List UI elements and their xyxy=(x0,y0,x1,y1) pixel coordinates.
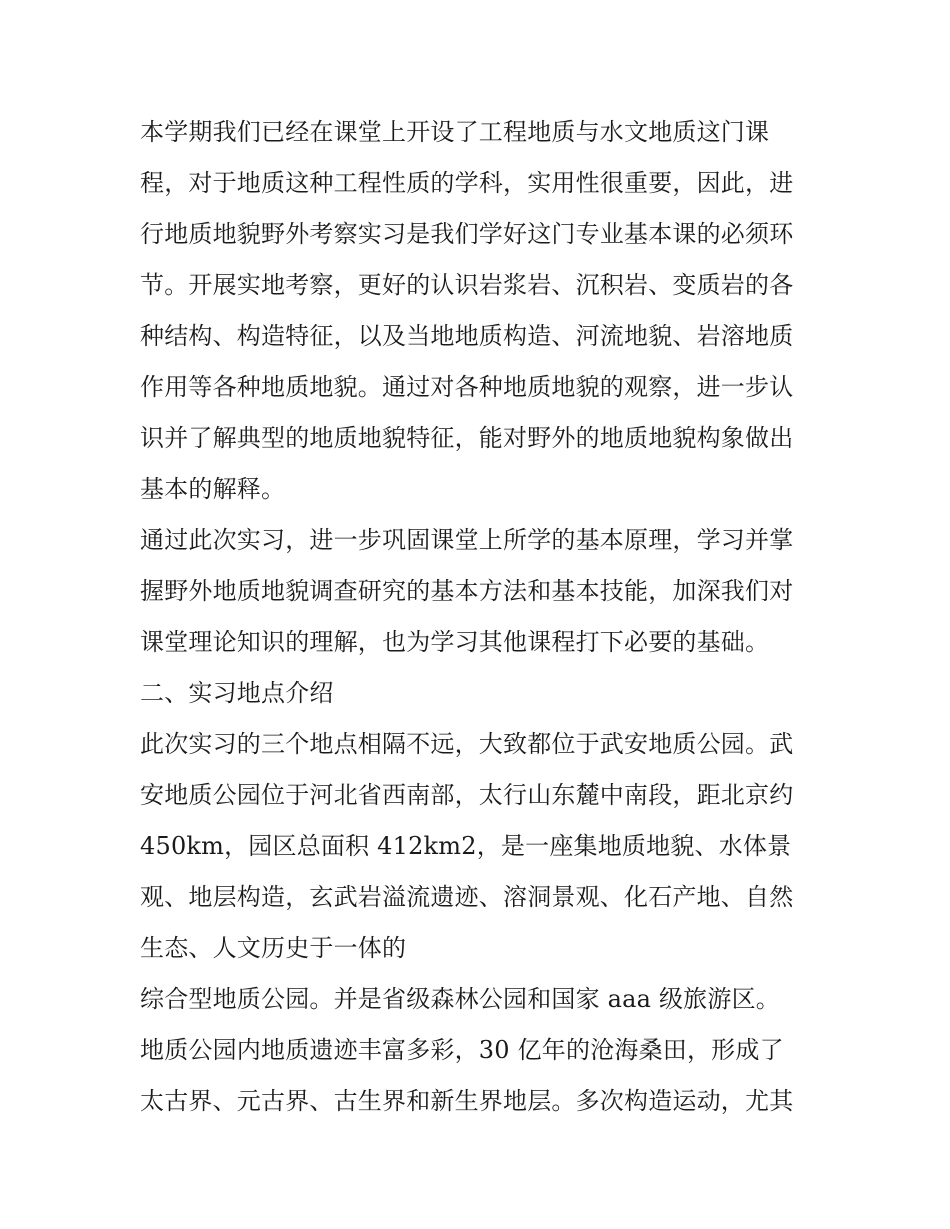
paragraph-line: 观、地层构造，玄武岩溢流遗迹、溶洞景观、化石产地、自然 xyxy=(140,883,794,911)
paragraph-line: 握野外地质地貌调查研究的基本方法和基本技能，加深我们对 xyxy=(140,577,794,605)
paragraph-line: 基本的解释。 xyxy=(140,475,286,503)
paragraph-line: 本学期我们已经在课堂上开设了工程地质与水文地质这门课 xyxy=(140,118,770,146)
paragraph-line: 地质公园内地质遗迹丰富多彩，30 亿年的沧海桑田，形成了 xyxy=(140,1036,784,1064)
paragraph-line: 种结构、构造特征，以及当地地质构造、河流地貌、岩溶地质 xyxy=(140,322,794,350)
paragraph-line: 节。开展实地考察，更好的认识岩浆岩、沉积岩、变质岩的各 xyxy=(140,271,794,299)
paragraph-line: 太古界、元古界、古生界和新生界地层。多次构造运动，尤其 xyxy=(140,1087,794,1115)
paragraph-line: 识并了解典型的地质地貌特征，能对野外的地质地貌构象做出 xyxy=(140,424,794,452)
paragraph-line: 综合型地质公园。并是省级森林公园和国家 aaa 级旅游区。 xyxy=(140,985,780,1013)
paragraph-line: 程，对于地质这种工程性质的学科，实用性很重要，因此，进 xyxy=(140,169,794,197)
paragraph-line: 此次实习的三个地点相隔不远，大致都位于武安地质公园。武 xyxy=(140,730,794,758)
paragraph-line: 通过此次实习，进一步巩固课堂上所学的基本原理，学习并掌 xyxy=(140,526,794,554)
paragraph-line: 生态、人文历史于一体的 xyxy=(140,934,407,962)
section-heading: 二、实习地点介绍 xyxy=(140,679,334,707)
paragraph-line: 作用等各种地质地貌。通过对各种地质地貌的观察，进一步认 xyxy=(140,373,794,401)
paragraph-line: 450km，园区总面积 412km2，是一座集地质地貌、水体景 xyxy=(140,832,792,860)
paragraph-line: 课堂理论知识的理解，也为学习其他课程打下必要的基础。 xyxy=(140,628,770,656)
paragraph-line: 安地质公园位于河北省西南部，太行山东麓中南段，距北京约 xyxy=(140,781,794,809)
document-body xyxy=(140,107,812,1127)
paragraph-line: 行地质地貌野外考察实习是我们学好这门专业基本课的必须环 xyxy=(140,220,794,248)
